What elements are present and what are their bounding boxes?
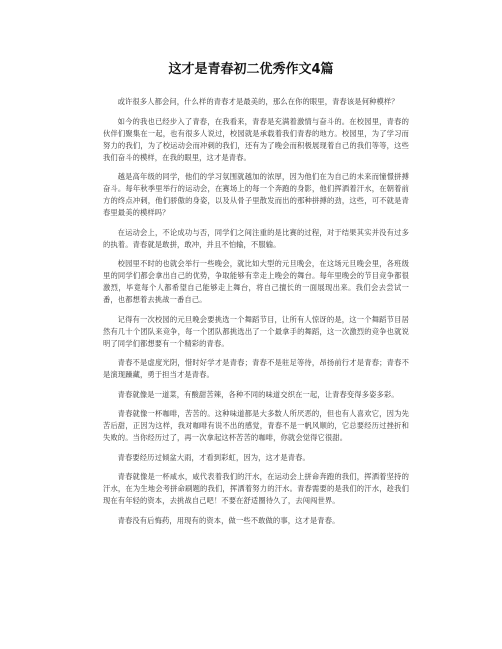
document-title: 这才是青春初二优秀作文4篇: [168, 62, 334, 77]
paragraph: 青春就像是一道菜，有酸甜苦辣，各种不同的味道交织在一起，让青春变得多姿多彩。: [117, 389, 399, 399]
paragraph: 记得有一次校园的元旦晚会要挑选一个舞蹈节目，让所有人惊讶的是，这一个舞蹈节目居然有几十个团队来竞争，每一个团队都挑选出了一个最拿手的舞蹈，这一次激烈的竞争也就说明了同学们都想要有一个精彩的青春。: [103, 314, 409, 348]
paragraph: 校园里不时的也就会举行一些晚会，就比如大型的元旦晚会，在这场元旦晚会里，各班级里的同学们都会拿出自己的优势，争取能够有幸走上晚会的舞台。每年里晚会的节目竞争都很激烈，毕竟每个人都希望自己能够走上舞台，将自己擅长的一面展现出来。我们会去尝试一番，也都想着去挑战一番自己。: [103, 259, 409, 304]
paragraph: 越是高年级的同学，他们的学习氛围就越加的浓厚，因为他们在为自己的未来而憧憬拼搏奋斗。每年秋季里举行的运动会，在赛场上的每一个奔跑的身影，他们挥洒着汗水，在朝着前方的终点冲刺，他们骄傲的身姿，以及从骨子里散发而出的那种拼搏的劲，这些，可不就是青春里最美的模样吗？: [103, 172, 409, 217]
paragraph: 青春没有后悔药，用现有的资本，做一些不敢做的事，这才是青春。: [117, 515, 340, 525]
paragraph: 在运动会上，不论成功与否，同学们之间注重的是比赛的过程，对于结果其实并没有过多的执着。青春就是敢拼，敢冲，并且不怕输，不服输。: [103, 227, 409, 249]
paragraph: 或许很多人都会问，什么样的青春才是最美的，那么在你的眼里，青春该是何种模样？: [117, 97, 399, 106]
paragraph: 青春就像是一杯咸水，咸代表着我们的汗水，在运动会上拼命奔跑的我们，挥洒着坚持的汗水，在为生地会考拼命刷题的我们，挥洒着努力的汗水。青春需要的是我们的汗水，趁我们现在有年轻的资本，去挑战自己吧！不要在舒适圈待久了，去闯闯世界。: [103, 472, 409, 505]
paragraph: 青春要经历过倾盆大雨，才看到彩虹，因为，这才是青春。: [117, 452, 310, 462]
document-body: [103, 96, 409, 534]
paragraph: 青春就像一杯咖啡，苦苦的。这种味道都是大多数人所厌恶的，但也有人喜欢它，因为先苦后甜，正因为这样，我对咖啡有说不出的感觉，青春不是一帆风顺的，它总要经历过挫折和失败的。当你经历过了，再一次拿起这杯苦苦的咖啡，你就会觉得它很甜。: [103, 409, 409, 442]
paragraph: 青春不是虚度光阴，惜时好学才是青春；青春不是驻足等待，昂扬前行才是青春；青春不是演现躁藏，勇于担当才是青春。: [103, 358, 409, 379]
paragraph: 如今的我也已经步入了青春，在我看来，青春是充满着激情与奋斗的。在校园里，青春的伙伴们聚集在一起，也有很多人说过，校园就是承载着我们青春的地方。校园里，为了学习而努力的我们，为了校运动会而冲刺的我们，还有为了晚会而积极展现着自己的我们等等，这些我们奋斗的模样，在我的眼里，这才是青春。: [103, 116, 409, 162]
